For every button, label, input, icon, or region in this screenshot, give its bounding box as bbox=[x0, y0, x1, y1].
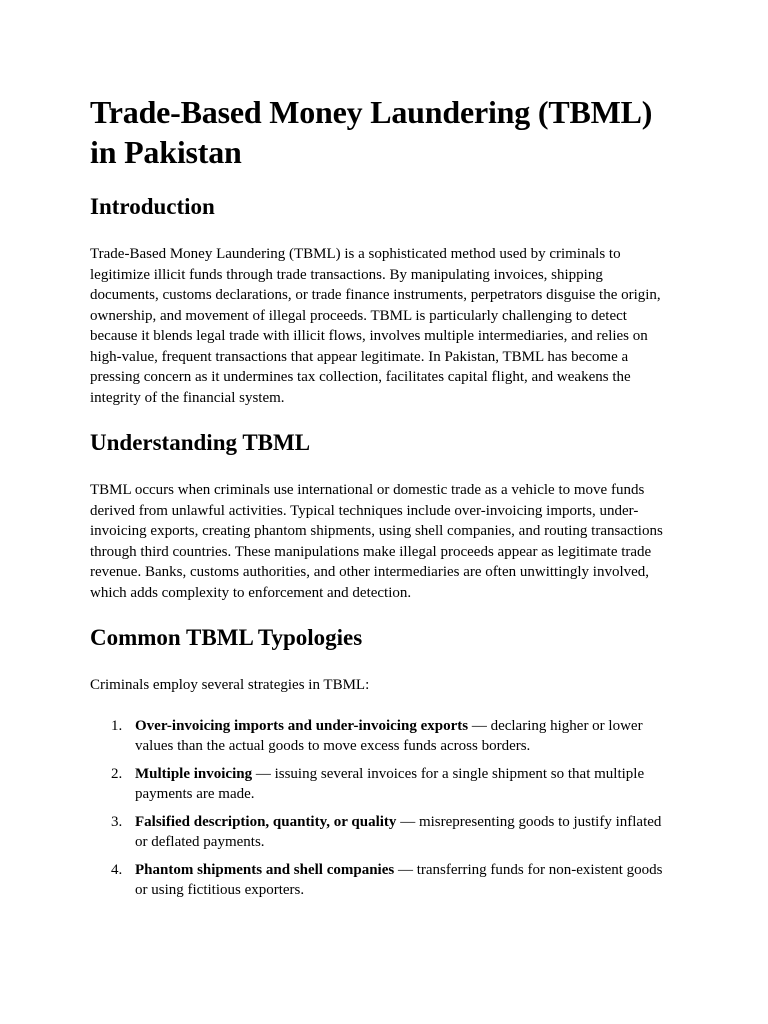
list-item-number: 1. bbox=[111, 717, 123, 734]
list-item-term: Phantom shipments and shell companies bbox=[135, 861, 395, 878]
section-heading: Understanding TBML bbox=[90, 430, 311, 455]
section-paragraph: TBML occurs when criminals use international or domestic trade as a vehicle to move funds derived from unlawful activities. Typical techniques include over-invoicing imports, under-invoicing exports, creating phantom shipments, using shell companies, and routing transactions through third countries. These manipulations make illegal proceeds appear as legitimate trade revenue. Banks, customs authorities, and other intermediaries are often unwittingly involved, which adds complexity to enforcement and detection. bbox=[90, 482, 663, 601]
section-understanding-tbml bbox=[90, 428, 672, 603]
document-page bbox=[90, 92, 672, 908]
typology-list bbox=[90, 716, 672, 901]
list-item-term: Multiple invoicing bbox=[135, 765, 253, 782]
section-paragraph: Criminals employ several strategies in TBML: bbox=[90, 677, 370, 693]
list-item-description: — declaring higher or lower values than the actual goods to move excess funds across borders. bbox=[135, 717, 643, 754]
list-item-description: — issuing several invoices for a single shipment so that multiple payments are made. bbox=[135, 765, 645, 802]
list-item bbox=[90, 764, 672, 805]
section-heading: Introduction bbox=[90, 194, 215, 219]
list-item-description: — misrepresenting goods to justify inflated or deflated payments. bbox=[135, 813, 662, 850]
list-item-number: 2. bbox=[111, 765, 123, 782]
section-common-typologies bbox=[90, 623, 672, 901]
list-item bbox=[90, 860, 672, 901]
list-item-description: — transferring funds for non-existent goods or using fictitious exporters. bbox=[135, 861, 663, 898]
list-item-number: 4. bbox=[111, 861, 123, 878]
list-item bbox=[90, 716, 672, 757]
section-introduction bbox=[90, 192, 672, 408]
list-item-term: Falsified description, quantity, or quality bbox=[135, 813, 397, 830]
section-heading: Common TBML Typologies bbox=[90, 625, 363, 650]
list-item-term: Over-invoicing imports and under-invoicing exports bbox=[135, 717, 469, 734]
list-item-number: 3. bbox=[111, 813, 123, 830]
section-paragraph: Trade-Based Money Laundering (TBML) is a sophisticated method used by criminals to legitimize illicit funds through trade transactions. By manipulating invoices, shipping documents, customs declarations, or trade finance instruments, perpetrators disguise the origin, ownership, and movement of illegal proceeds. TBML is particularly challenging to detect because it blends legal trade with illicit flows, involves multiple intermediaries, and relies on high-value, frequent transactions that appear legitimate. In Pakistan, TBML has become a pressing concern as it undermines tax collection, facilitates capital flight, and weakens the integrity of the financial system. bbox=[90, 246, 661, 406]
document-title: Trade-Based Money Laundering (TBML) in Pakistan bbox=[90, 94, 653, 170]
list-item bbox=[90, 812, 672, 853]
